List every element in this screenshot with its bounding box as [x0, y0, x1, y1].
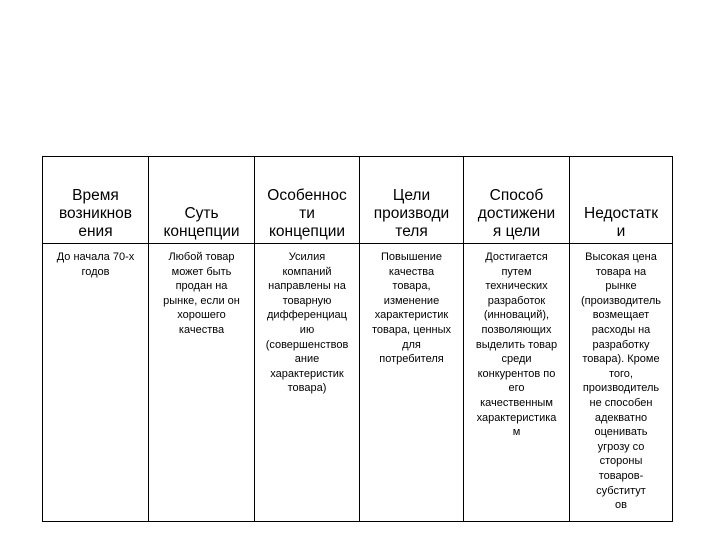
- header-text: Время возникнов ения: [58, 187, 133, 240]
- table-row: [43, 244, 673, 522]
- header-cell-drawbacks: [570, 157, 673, 244]
- header-text: Суть концепции: [163, 205, 240, 240]
- header-row: [43, 157, 673, 244]
- header-text: Способ достижени я цели: [477, 187, 556, 240]
- header-cell-time: [43, 157, 149, 244]
- cell-text: Высокая цена товара на рынке (производитель возмещает расходы на разработку товара). Кроме того, производитель не способен адекватно оценивать угрозу со стороны товаров- субститут ов: [580, 251, 662, 512]
- header-text: Цели производи теля: [373, 187, 450, 240]
- cell-drawbacks: [570, 244, 673, 522]
- header-text: Особеннос ти концепции: [267, 187, 347, 240]
- header-cell-method: [464, 157, 570, 244]
- header-cell-essence: [149, 157, 255, 244]
- cell-text: До начала 70-х годов: [56, 251, 135, 278]
- header-text: Недостатк и: [584, 205, 658, 240]
- header-cell-features: [255, 157, 360, 244]
- cell-text: Повышение качества товара, изменение характеристик товара, ценных для потребителя: [371, 251, 452, 366]
- cell-text: Усилия компаний направлены на товарную дифференциац ию (совершенствов ание характеристик товара): [265, 251, 349, 395]
- cell-text: Достигается путем технических разработок (инноваций), позволяющих выделить товар среди конкурентов по его качественным характеристика м: [475, 251, 558, 439]
- cell-text: Любой товар может быть продан на рынке, если он хорошего качества: [163, 251, 240, 336]
- cell-essence: [149, 244, 255, 522]
- cell-goals: [360, 244, 464, 522]
- cell-time: [43, 244, 149, 522]
- cell-method: [464, 244, 570, 522]
- header-cell-goals: [360, 157, 464, 244]
- concept-table: [42, 156, 673, 522]
- cell-features: [255, 244, 360, 522]
